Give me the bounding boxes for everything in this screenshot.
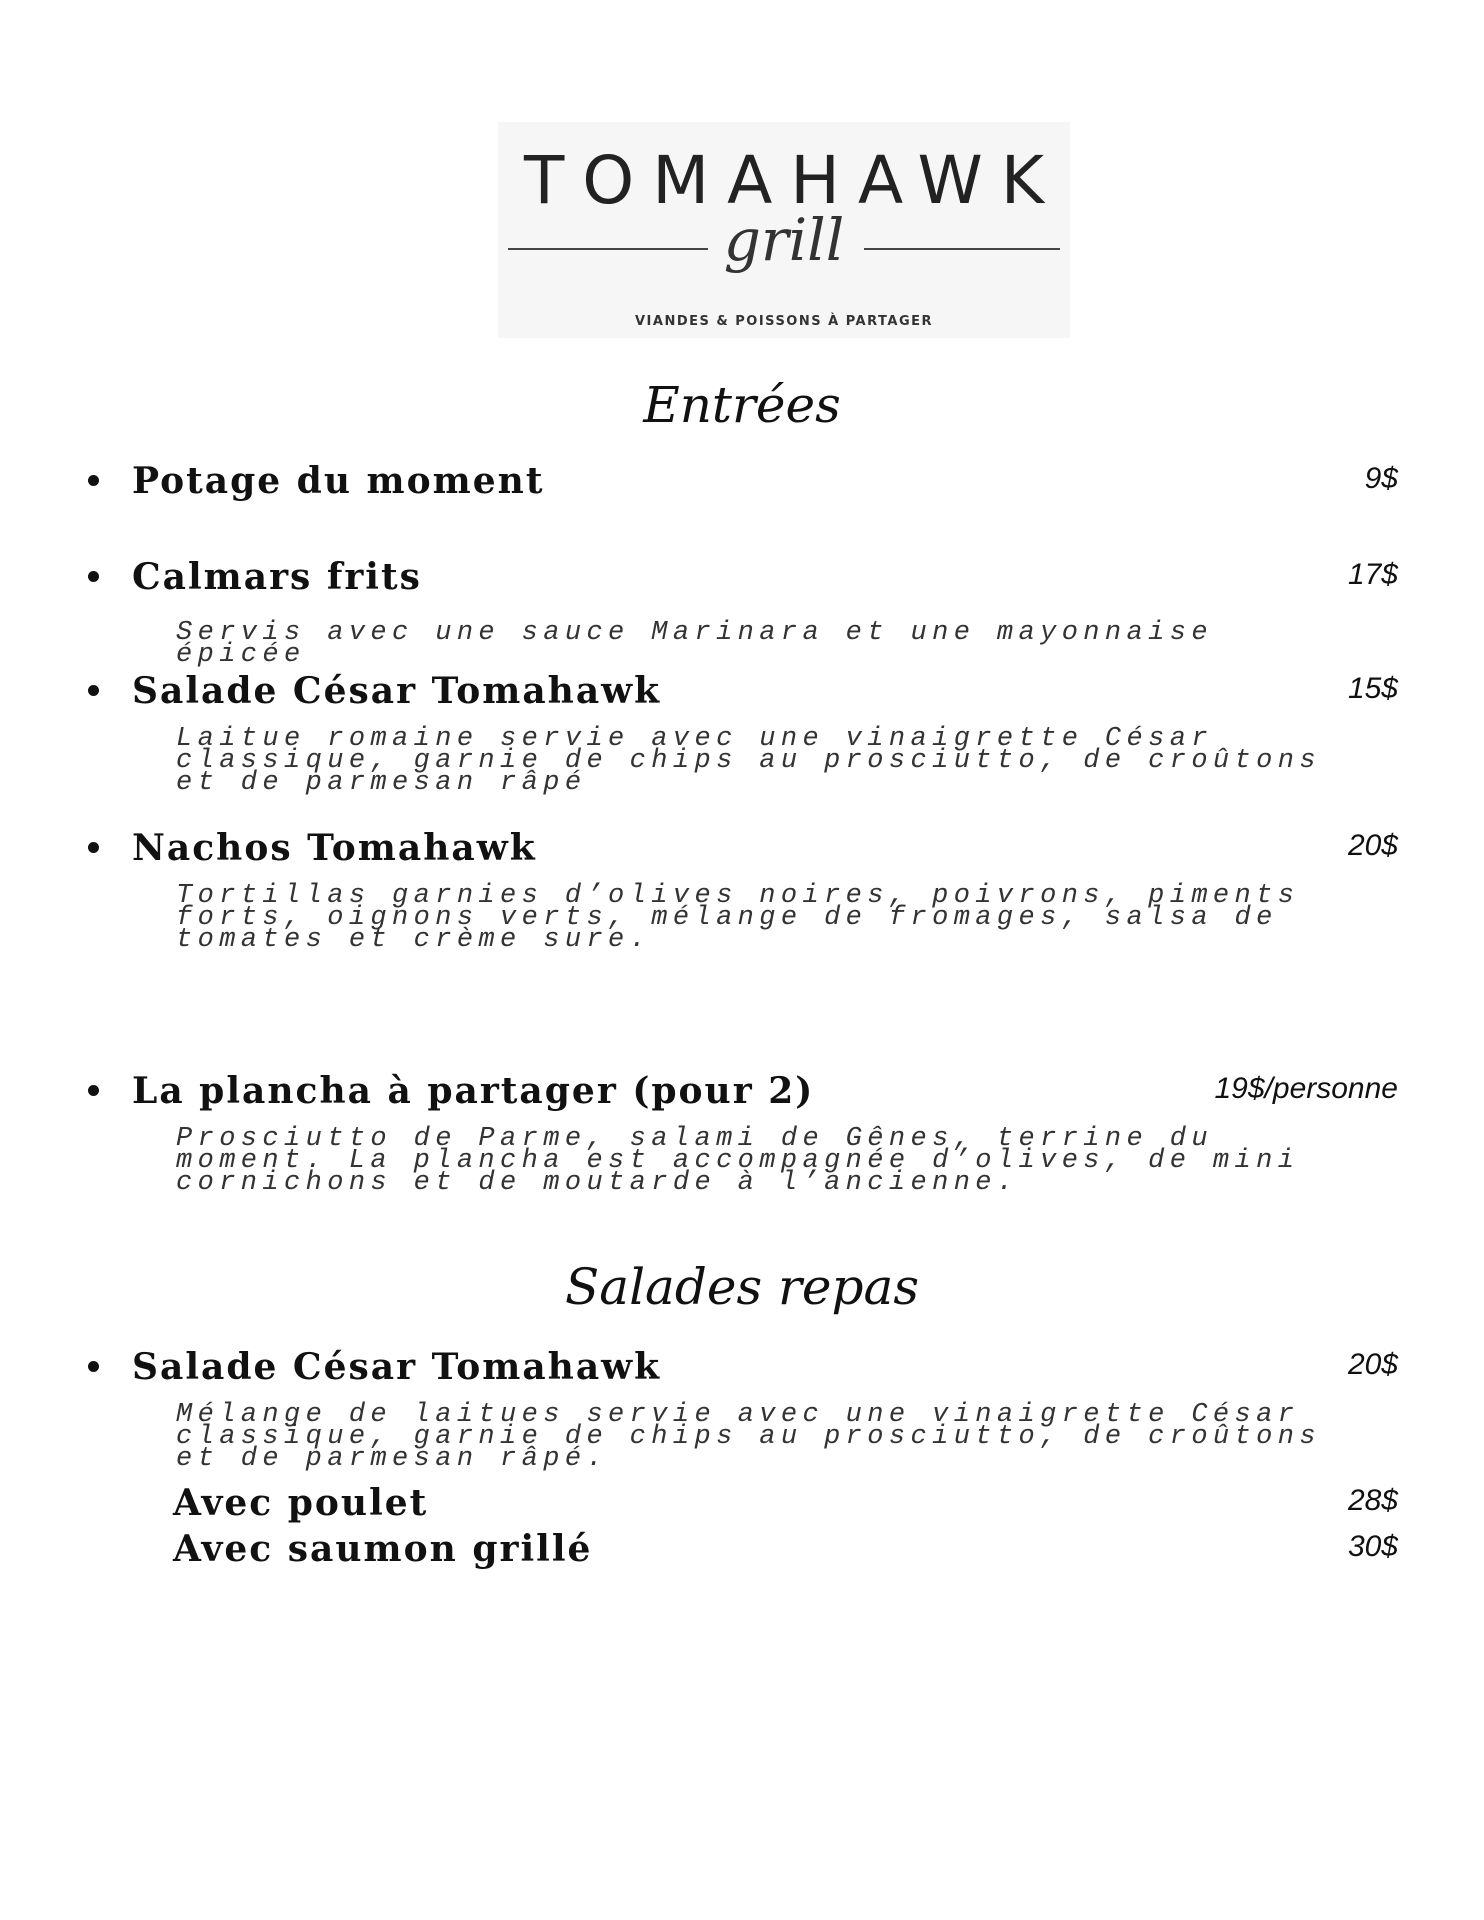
- logo-tagline: VIANDES & POISSONS À PARTAGER: [634, 314, 934, 329]
- menu-item-option: [0, 1522, 1484, 1572]
- item-price: 20$: [1347, 1348, 1398, 1381]
- option-price: 30$: [1347, 1530, 1398, 1563]
- item-price: 15$: [1347, 672, 1398, 705]
- item-price: 9$: [1364, 462, 1398, 495]
- bullet-icon: [88, 475, 99, 486]
- item-name: La plancha à partager (pour 2): [132, 1070, 815, 1112]
- bullet-icon: [88, 1361, 99, 1372]
- menu-item-option: [0, 1476, 1484, 1526]
- restaurant-logo: [498, 122, 1070, 338]
- item-name: Salade César Tomahawk: [132, 670, 662, 712]
- item-name: Nachos Tomahawk: [132, 827, 537, 869]
- item-description: Prosciutto de Parme, salami de Gênes, terrine du moment. La plancha est accompagnée d’olives, de mini cornichons et de moutarde à l’ancienne.: [176, 1124, 1300, 1198]
- bullet-icon: [88, 571, 99, 582]
- item-description: Laitue romaine servie avec une vinaigrette César classique, garnie de chips au prosciutto, de croûtons et de parmesan râpé: [176, 724, 1321, 798]
- menu-item: [0, 1340, 1484, 1390]
- item-name: Calmars frits: [132, 556, 422, 598]
- menu-item: [0, 454, 1484, 504]
- bullet-icon: [88, 842, 99, 853]
- option-price: 28$: [1347, 1484, 1398, 1517]
- option-name: Avec saumon grillé: [173, 1528, 593, 1570]
- item-name: Potage du moment: [132, 460, 545, 502]
- section-title-salades: Salades repas: [565, 1258, 919, 1316]
- logo-brand: TOMAHAWK: [523, 142, 1063, 219]
- menu-item: [0, 664, 1484, 714]
- item-description: Servis avec une sauce Marinara et une mayonnaise épicée: [176, 618, 1213, 670]
- item-description: Tortillas garnies d’olives noires, poivrons, piments forts, oignons verts, mélange de fromages, salsa de tomates et crème sure.: [176, 881, 1300, 955]
- item-description: Mélange de laitues servie avec une vinaigrette César classique, garnie de chips au prosciutto, de croûtons et de parmesan râpé.: [176, 1400, 1321, 1474]
- logo-divider-right: [864, 248, 1060, 250]
- menu-item: [0, 1064, 1484, 1114]
- menu-item: [0, 550, 1484, 600]
- menu-item: [0, 821, 1484, 871]
- item-price: 17$: [1347, 558, 1398, 591]
- item-price: 19$/personne: [1214, 1072, 1398, 1105]
- bullet-icon: [88, 685, 99, 696]
- item-name: Salade César Tomahawk: [132, 1346, 662, 1388]
- section-title-entrees: Entrées: [643, 376, 841, 434]
- logo-sub: grill: [723, 206, 845, 274]
- option-name: Avec poulet: [173, 1482, 429, 1524]
- item-price: 20$: [1347, 829, 1398, 862]
- bullet-icon: [88, 1085, 99, 1096]
